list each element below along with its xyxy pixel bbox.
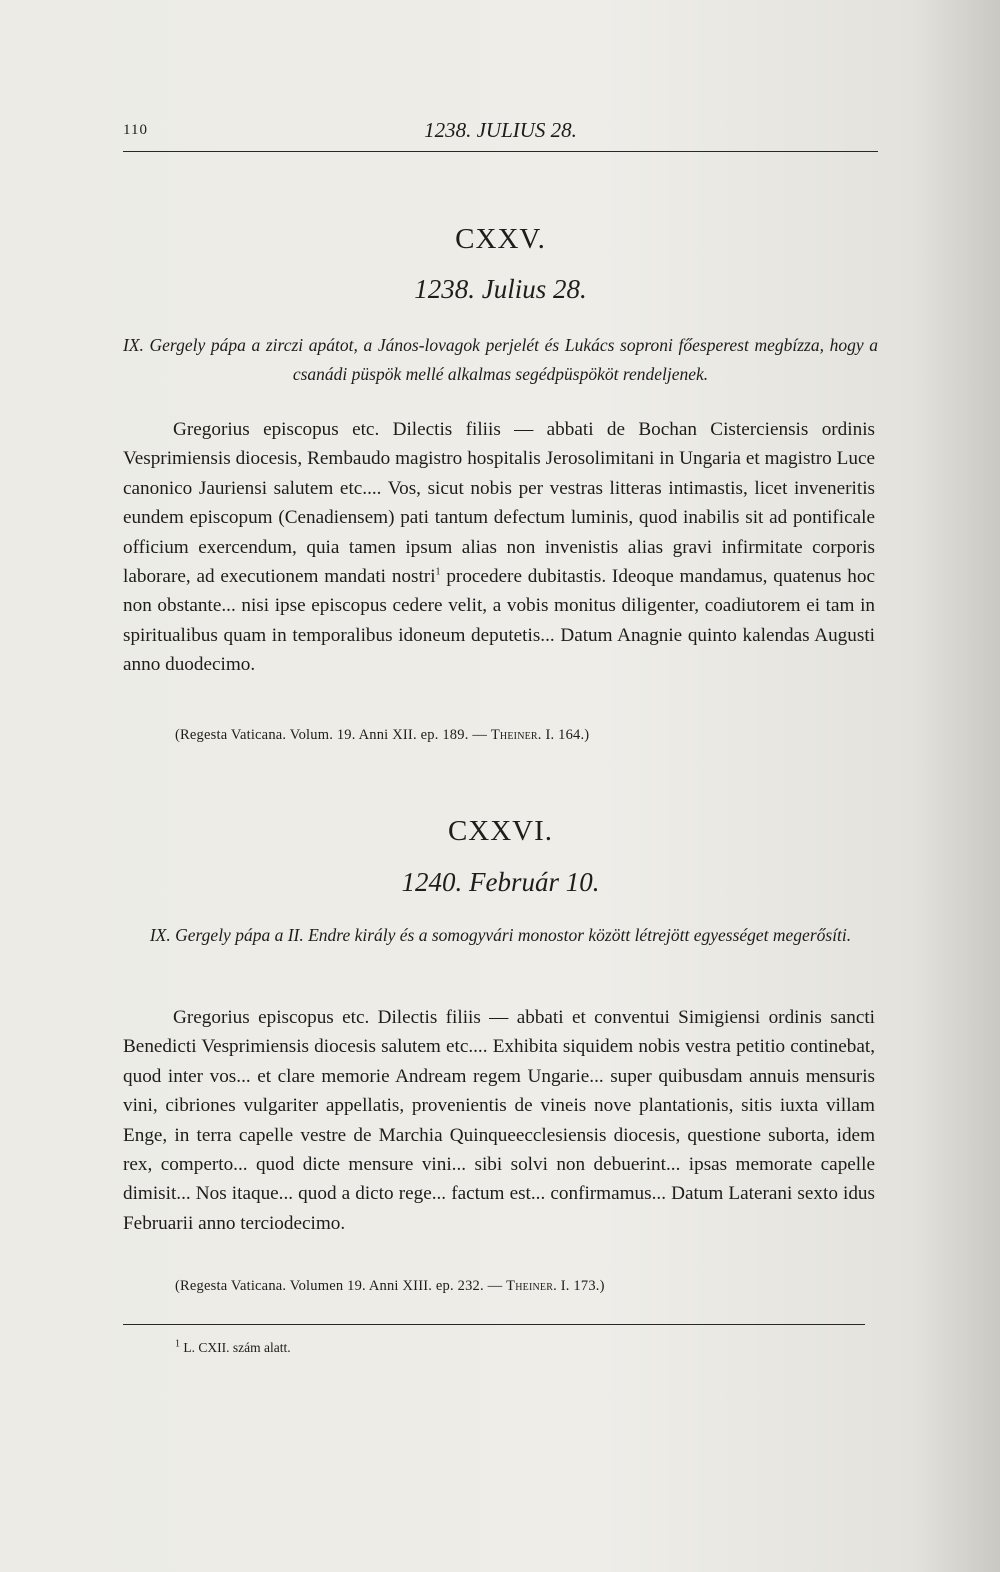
source-suffix: . I. 173.) bbox=[553, 1278, 605, 1294]
doc-summary-cxxvi: IX. Gergely pápa a II. Endre király és a somogyvári monostor között létrejött egyességet megerősíti. bbox=[149, 925, 852, 945]
footnote-marker: 1 bbox=[175, 1338, 180, 1350]
footnote bbox=[175, 1340, 291, 1356]
source-prefix: (Regesta Vaticana. Volumen 19. Anni XIII. ep. 232. — bbox=[175, 1278, 507, 1294]
source-author: Theiner bbox=[490, 727, 538, 743]
doc-source-cxxv bbox=[175, 727, 875, 744]
footnote-text: L. CXII. szám alatt. bbox=[183, 1340, 291, 1355]
doc-date-cxxv: 1238. Julius 28. bbox=[414, 274, 587, 304]
doc-body-cxxv-part2: procedere dubitastis. Ideoque mandamus, quatenus hoc non obstante... nisi ipse episcopus cedere velit, a vobis monitus diligenter, coadiutorem ei tam in spiritualibus quam in temporalibus idoneum deputetis... Datum Anagnie quinto kalendas Augusti anno duodecimo. bbox=[123, 566, 875, 676]
page-number: 110 bbox=[123, 122, 148, 138]
source-author: Theiner bbox=[506, 1278, 554, 1294]
page-header bbox=[123, 118, 878, 146]
footnote-rule bbox=[123, 1324, 865, 1325]
source-suffix: . I. 164.) bbox=[537, 727, 590, 743]
source-prefix: (Regesta Vaticana. Volum. 19. Anni XII. ep. 189. — bbox=[175, 727, 491, 743]
page-edge-shadow bbox=[910, 0, 1000, 1572]
doc-body-cxxvi: Gregorius episcopus etc. Dilectis filiis — abbati et conventui Simigiensi ordinis sancti Benedicti Vesprimiensis diocesis salutem etc.... Exhibita siquidem nobis vestra petitio continebat, quod inter vos... et clare memorie Andream regem Ungarie... super quibusdam annuis mensuris vini, cibriones vulgariter appellatis, provenientis de vineis nove plantationis, sitis iuxta villam Enge, in terra capelle vestre de Marchia Quinqueecclesiensis diocesis, questione suborta, idem rex, comperto... quod dicte mensure vini... sibi solvi non debuerint... ipsas memorate capelle dimisit... Nos itaque... quod a dicto rege... factum est... confirmamus... Datum Laterani sexto idus Februarii anno terciodecimo. bbox=[123, 1007, 875, 1234]
footnote-ref[interactable]: 1 bbox=[435, 566, 441, 578]
doc-number-cxxv: CXXV. bbox=[455, 223, 546, 255]
doc-body-cxxv bbox=[123, 415, 875, 680]
doc-date-cxxvi: 1240. Február 10. bbox=[401, 867, 600, 897]
doc-number-cxxvi: CXXVI. bbox=[447, 815, 554, 847]
doc-summary-cxxv: IX. Gergely pápa a zirczi apátot, a János-lovagok perjelét és Lukács soproni főesperest megbízza, hogy a csanádi püspök mellé alkalmas segédpüspököt rendeljenek. bbox=[123, 335, 878, 384]
header-rule bbox=[123, 151, 878, 152]
doc-source-cxxvi bbox=[175, 1278, 875, 1295]
running-head: 1238. JULIUS 28. bbox=[424, 118, 577, 142]
doc-body-cxxv-part1: Gregorius episcopus etc. Dilectis filiis — abbati de Bochan Cisterciensis ordinis Vesprimiensis diocesis, Rembaudo magistro hospitalis Jerosolimitani in Ungaria et magistro Luce canonico Jauriensi salutem etc.... Vos, sicut nobis per vestras litteras intimastis, licet inveneritis eundem episcopum (Cenadiensem) pati tantum defectum luminis, quod inabilis sit ad pontificale officium exercendum, quia tamen ipsum alias non invenistis alias gravi infirmitate corporis laborare, ad executionem mandati nostri bbox=[123, 419, 875, 588]
